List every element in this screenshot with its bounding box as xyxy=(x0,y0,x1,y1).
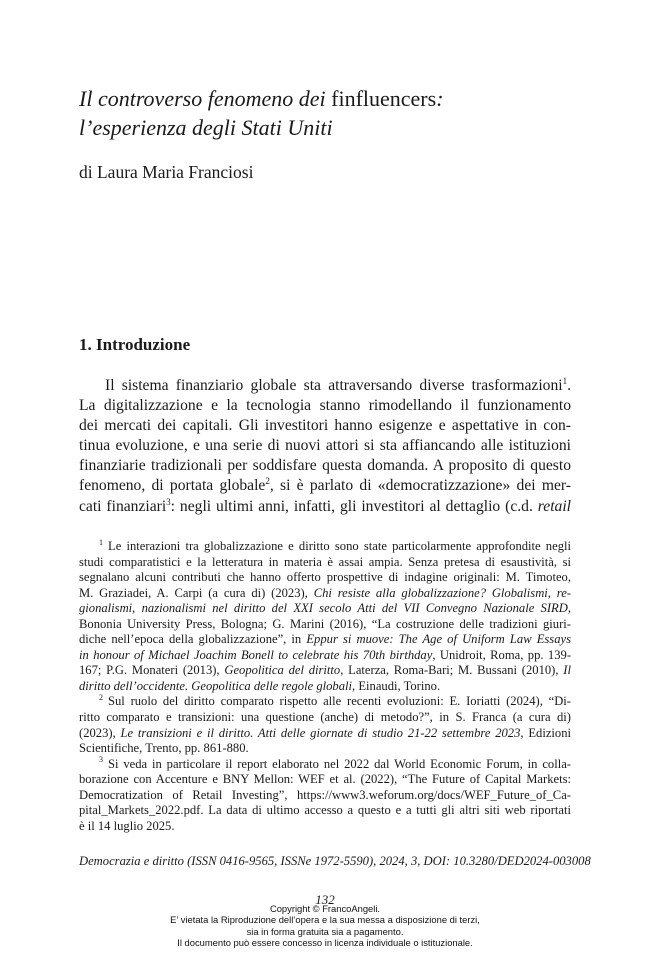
copyright-line: sia in forma gratuita sia a pagamento. xyxy=(246,925,404,937)
footnote-line: diritto dell’occidente. Geopolitica delle regole globali, Einaudi, Torino. xyxy=(79,678,441,693)
journal-citation: Democrazia e diritto (ISSN 0416-9565, ISSNe 1972-5590), 2024, 3, DOI: 10.3280/DED2024-003008 xyxy=(79,854,591,868)
body-line: La digitalizzazione e la tecnologia stanno rimodellando il funzionamento xyxy=(79,397,571,415)
footnote-line: Democratization of Retail Investing”, https://www3.weforum.org/docs/WEF_Future_of_Ca- xyxy=(79,787,571,802)
article-author: di Laura Maria Franciosi xyxy=(79,162,254,182)
footnote-number: 2 xyxy=(99,693,103,703)
footnote-line: borazione con Accenture e BNY Mellon: WEF et al. (2022), “The Future of Capital Markets: xyxy=(79,772,571,787)
footnote-line: 167; P.G. Monateri (2013), Geopolitica del diritto, Laterza, Roma-Bari; M. Bussani (2010), Il xyxy=(79,663,571,678)
footnote-number: 1 xyxy=(99,537,103,547)
title-line-2: l’esperienza degli Stati Uniti xyxy=(79,115,333,140)
footnote-number: 3 xyxy=(99,755,103,765)
footnote-line: M. Graziadei, A. Carpi (a cura di) (2023), Chi resiste alla globalizzazione? Globalismi, re- xyxy=(79,585,571,600)
body-line: finanziarie tradizionali per soddisfare questa domanda. A proposito di questo xyxy=(79,457,571,475)
footnote-line: segnalano alcuni contributi che hanno offerto prospettive di indagine originali: M. Timoteo, xyxy=(79,570,571,585)
footnote-line: pital_Markets_2022.pdf. La data di ultimo accesso a questo e a tutti gli altri siti web riportati xyxy=(79,803,571,818)
title-line-1: Il controverso fenomeno dei finfluencers: xyxy=(79,86,444,111)
footnote-line: è il 14 luglio 2025. xyxy=(79,818,175,833)
footnote-line: in honour of Michael Joachim Bonell to celebrate his 70th birthday, Unidroit, Roma, pp. 139- xyxy=(79,647,572,662)
footnote-1: $^1$ Le interazioni tra globalizzazione e diritto sono state particolarmente approfondite negli xyxy=(99,537,571,553)
footnote-ref[interactable]: 3 xyxy=(166,496,171,507)
copyright-notice xyxy=(0,903,650,949)
footnote-3: $^3$ Si veda in particolare il report elaborato nel 2022 dal World Economic Forum, in colla- xyxy=(99,755,571,771)
footnote-line: diche nell’epoca della globalizzazione”, in Eppur si muove: The Age of Uniform Law Essays xyxy=(79,632,571,647)
body-line: dei mercati dei capitali. Gli investitori hanno esigenze e aspettative in con- xyxy=(79,417,571,435)
footnote-line: ritto comparato e transizioni: una questione (anche) di metodo?”, in S. Franca (a cura di) xyxy=(79,710,571,725)
footnote-ref[interactable]: 2 xyxy=(265,476,270,487)
footnote-ref[interactable]: 1 xyxy=(562,375,568,386)
body-line: cati finanziari$^3$: negli ultimi anni, infatti, gli investitori al dettaglio (c.d. retail xyxy=(79,496,571,515)
copyright-line: Il documento può essere concesso in licenza individuale o istituzionale. xyxy=(177,937,473,949)
body-line: tinua evoluzione, e una serie di nuovi attori si sta affiancando alle istituzioni xyxy=(79,437,571,455)
page-number: 132 xyxy=(315,892,335,907)
footnote-line: (2023), Le transizioni e il diritto. Atti delle giornate di studio 21-22 settembre 2023, Edizioni xyxy=(79,725,572,740)
footnote-line: gionalismi, nazionalismi nel diritto del XXI secolo Atti del VII Convegno Nazionale SIRD, xyxy=(79,601,571,616)
copyright-line: Copyright © FrancoAngeli. xyxy=(269,903,381,914)
footnote-line: Bononia University Press, Bologna; G. Marini (2016), “La costruzione delle tradizioni giuri- xyxy=(79,616,571,631)
body-paragraph xyxy=(79,376,571,517)
footnotes xyxy=(79,539,571,834)
footnote-2: $^2$ Sul ruolo del diritto comparato rispetto alle recenti evoluzioni: E. Ioriatti (2024), “Di- xyxy=(99,693,571,709)
copyright-line: E’ vietata la Riproduzione dell’opera e la sua messa a disposizione di terzi, xyxy=(170,914,480,926)
section-heading: 1. Introduzione xyxy=(79,335,191,354)
article-title xyxy=(79,84,579,142)
footnote-line: studi comparatistici e la letteratura in materia è assai ampia. Senza pretesa di esaustività, si xyxy=(79,554,571,569)
footnote-line: Scientifiche, Trento, pp. 861-880. xyxy=(79,741,249,756)
body-line: fenomeno, di portata globale$^2$, si è parlato di «democratizzazione» dei mer- xyxy=(79,476,571,495)
body-line: Il sistema finanziario globale sta attraversando diverse trasformazioni$^1$. xyxy=(105,375,571,394)
